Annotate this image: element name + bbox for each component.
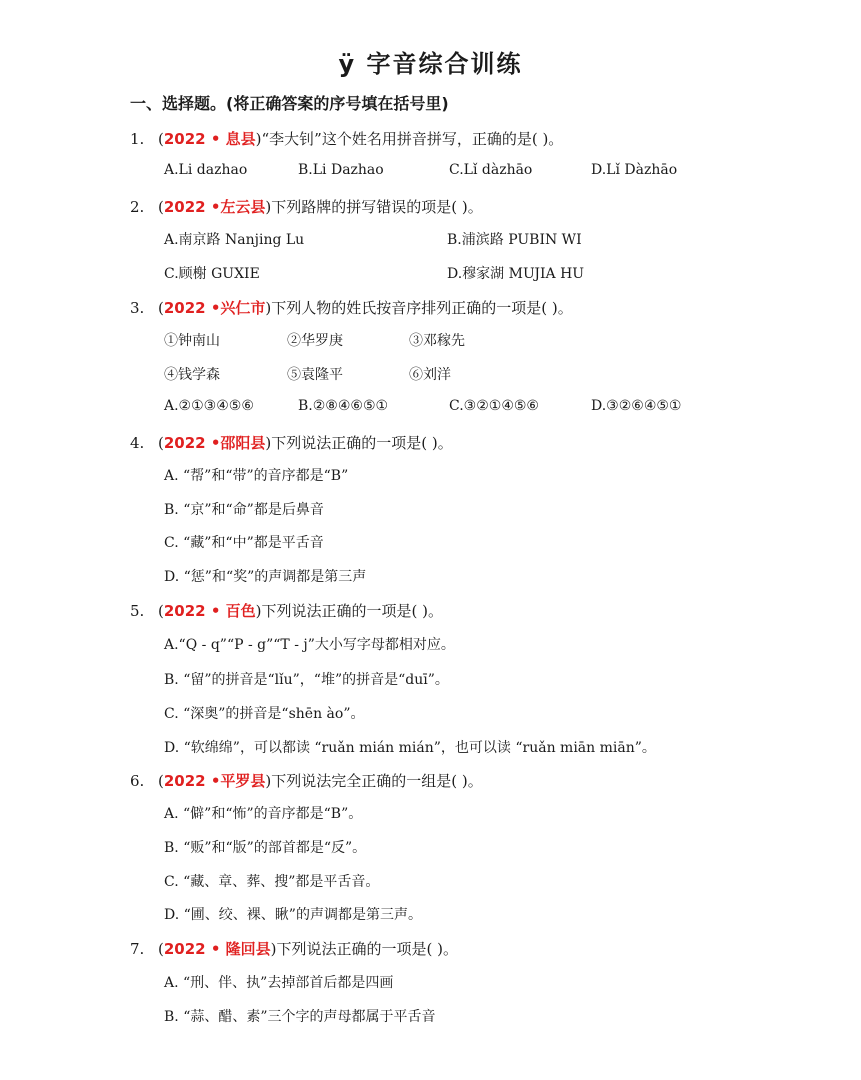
question-number: 1. [130,130,145,148]
option-c: C. “藏、章、葬、搜”都是平舌音。 [164,874,380,890]
option-d: D.③②⑥④⑤① [591,398,682,414]
question-5: 5. (2022 • 百色)下列说法正确的一项是( )。 [130,602,443,620]
option-d: D. “圃、绞、裸、瞅”的声调都是第三声。 [164,907,422,923]
option-a: A. “刑、伴、执”去掉部首后都是四画 [164,975,394,991]
option-c: C.Lǐ dàzhāo [449,162,533,178]
option-b: B. “蒜、醋、素”三个字的声母都属于平舌音 [164,1009,436,1025]
option-d: D.穆家湖 MUJIA HU [447,266,585,282]
source-tag: 2022 •平罗县 [163,772,266,790]
question-7: 7. (2022 • 隆回县)下列说法正确的一项是( )。 [130,940,458,958]
option-a: A.南京路 Nanjing Lu [164,232,305,248]
question-number: 2. [130,198,145,216]
option-d: D. “惩”和“奖”的声调都是第三声 [164,569,367,585]
option-c: C. “藏”和“中”都是平舌音 [164,535,324,551]
source-tag: 2022 •邵阳县 [163,434,266,452]
question-number: 3. [130,299,145,317]
source-tag: 2022 • 息县 [163,130,256,148]
question-number: 5. [130,602,145,620]
option-a: A. “帮”和“带”的音序都是“B” [164,468,349,484]
question-text: 下列路牌的拼写错误的项是( )。 [271,198,483,216]
option-a: A.Li dazhao [164,162,248,178]
option-a: A.“Q - q”“P - g”“T - j”大小写字母都相对应。 [164,637,455,653]
question-3: 3. (2022 •兴仁市)下列人物的姓氏按音序排列正确的一项是( )。 [130,299,573,317]
source-tag: 2022 • 隆回县 [163,940,271,958]
question-number: 4. [130,434,145,452]
source-tag: 2022 •兴仁市 [163,299,266,317]
name-item: ⑤袁隆平 [287,367,343,383]
question-number: 6. [130,772,145,790]
option-a: A. “僻”和“怖”的音序都是“B”。 [164,806,363,822]
question-text: 下列说法正确的一项是( )。 [261,602,443,620]
option-c: C.顾榭 GUXIE [164,266,260,282]
question-2: 2. (2022 •左云县)下列路牌的拼写错误的项是( )。 [130,198,483,216]
source-tag: 2022 • 百色 [163,602,256,620]
question-text: “李大钊”这个姓名用拼音拼写，正确的是( )。 [261,130,564,148]
option-a: A.②①③④⑤⑥ [164,398,254,414]
question-number: 7. [130,940,145,958]
question-text: 下列说法正确的一项是( )。 [276,940,458,958]
option-b: B.②⑧④⑥⑤① [298,398,389,414]
question-text: 下列说法正确的一项是( )。 [271,434,453,452]
option-c: C. “深奥”的拼音是“shēn ào”。 [164,706,365,722]
question-4: 4. (2022 •邵阳县)下列说法正确的一项是( )。 [130,434,453,452]
section-heading: 一、选择题。(将正确答案的序号填在括号里) [130,94,449,113]
option-b: B.浦滨路 PUBIN WI [447,232,582,248]
option-d: D.Lǐ Dàzhāo [591,162,678,178]
name-item: ①钟南山 [164,333,220,349]
option-b: B. “留”的拼音是“lǐu”，“堆”的拼音是“duī”。 [164,672,449,688]
name-item: ②华罗庚 [287,333,343,349]
name-item: ③邓稼先 [409,333,465,349]
question-text: 下列说法完全正确的一组是( )。 [271,772,483,790]
option-d: D. “软绵绵”，可以都读 “ruǎn mián mián”，也可以读 “ruǎn miān miān”。 [164,740,656,756]
name-item: ⑥刘洋 [409,367,451,383]
page-title: ÿ 字音综合训练 [338,50,523,78]
option-b: B. “京”和“命”都是后鼻音 [164,502,324,518]
source-tag: 2022 •左云县 [163,198,266,216]
option-b: B.Li Dazhao [298,162,384,178]
option-c: C.③②①④⑤⑥ [449,398,539,414]
question-1: 1. (2022 • 息县)“李大钊”这个姓名用拼音拼写，正确的是( )。 [130,130,564,148]
name-item: ④钱学森 [164,367,220,383]
option-b: B. “贩”和“版”的部首都是“反”。 [164,840,367,856]
question-6: 6. (2022 •平罗县)下列说法完全正确的一组是( )。 [130,772,483,790]
question-text: 下列人物的姓氏按音序排列正确的一项是( )。 [271,299,573,317]
